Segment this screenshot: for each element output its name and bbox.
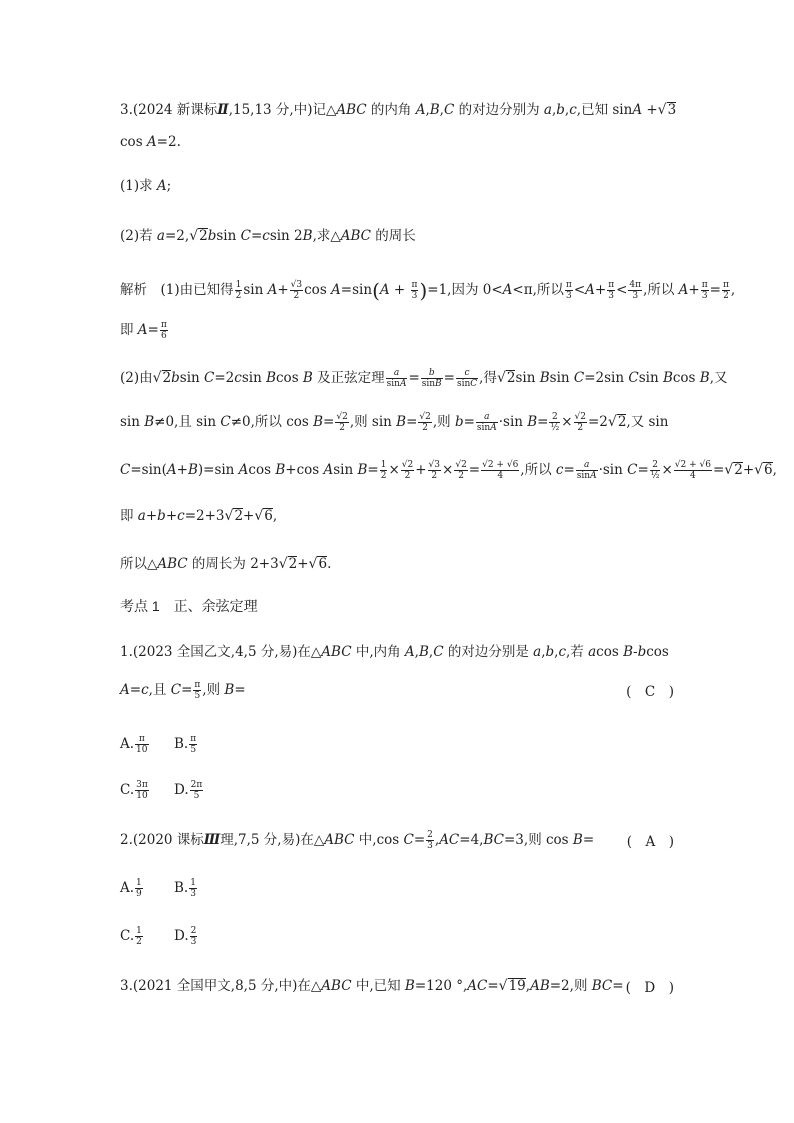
solution2-line4: 即 a+b+c=2+3√2+√6, bbox=[120, 508, 278, 524]
question1-options-row1 bbox=[120, 734, 680, 755]
question3-answer: ( D ) bbox=[625, 980, 674, 996]
problem3-question1: (1)求 A; bbox=[120, 178, 172, 194]
question1-option-c: C. $\frac{3\pi}{10}$ bbox=[120, 780, 148, 801]
question2-answer: ( A ) bbox=[626, 834, 674, 850]
question2-options-row1 bbox=[120, 878, 680, 899]
question1-option-a: A. $\frac{\pi}{10}$ bbox=[120, 734, 148, 755]
solution1-line2: 即 A= $\frac{\pi}{6}$ bbox=[120, 320, 167, 341]
question2-options-row2 bbox=[120, 926, 680, 947]
problem3-line1: 3.(2024 新课标Ⅱ,15,13 分,中)记△ABC 的内角 A,B,C 的对边分别为 a,b,c,已知 sinA +√3 bbox=[120, 102, 677, 118]
question1-answer: ( C ) bbox=[626, 684, 674, 700]
question2-option-a: A. $\frac{1}{9}$ bbox=[120, 878, 142, 899]
question1-option-b: B. $\frac{\pi}{5}$ bbox=[174, 734, 197, 755]
section-heading: 考点 1 正、余弦定理 bbox=[120, 598, 258, 614]
solution2-line3: C=sin(A+B)=sin Acos B+cos Asin B= $\frac{1}{2}$ × $\frac{√2}{2}$ + $\frac{√3}{2}$ × $\frac{√2}{2}$ = $\frac{√2 + √6}{4}$ ,所以 c= $\frac{a}{\sin A}$ ·sin C= $\frac{2}{\text{½}}$ × $\frac{√2 + √6}{4}$ =√2+√6, bbox=[120, 460, 777, 481]
solution2-line2: sin B≠0,且 sin C≠0,所以 cos B= $\frac{√2}{2}$ ,则 sin B= $\frac{√2}{2}$ ,则 b= $\frac{a}{\sin A}$ ·sin B= $\frac{2}{\text{½}}$ × $\frac{√2}{2}$ =2√2,又 sin bbox=[120, 412, 669, 433]
question1-option-d: D. $\frac{2\pi}{5}$ bbox=[174, 780, 203, 801]
question2-option-d: D. $\frac{2}{3}$ bbox=[174, 926, 197, 947]
question1-line1: 1.(2023 全国乙文,4,5 分,易)在△ABC 中,内角 A,B,C 的对边分别是 a,b,c,若 acos B-bcos bbox=[120, 644, 669, 660]
question1-line2: A=c,且 C= $\frac{\pi}{5}$ ,则 B= bbox=[120, 680, 246, 701]
question3-line1: 3.(2021 全国甲文,8,5 分,中)在△ABC 中,已知 B=120 °,AC=√19,AB=2,则 BC= bbox=[120, 978, 624, 994]
problem3-line2: cos A=2. bbox=[120, 134, 181, 150]
question2-option-c: C. $\frac{1}{2}$ bbox=[120, 926, 142, 947]
question1-options-row2 bbox=[120, 780, 680, 801]
problem3-question2: (2)若 a=2,√2bsin C=csin 2B,求△ABC 的周长 bbox=[120, 228, 416, 244]
solution1-line1: 解析 (1)由已知得 $\frac{1}{2}$ sin A+ $\frac{√3}{2}$ cos A=sin(A + $\frac{\pi}{3}$ )=1,因为 0<A<π,所以 $\frac{\pi}{3}$ <A+ $\frac{\pi}{3}$ < $\frac{4\pi}{3}$ ,所以 A+ $\frac{\pi}{3}$ = $\frac{\pi}{2}$ , bbox=[120, 278, 736, 303]
question2-option-b: B. $\frac{1}{3}$ bbox=[174, 878, 196, 899]
solution2-line5: 所以△ABC 的周长为 2+3√2+√6. bbox=[120, 556, 332, 572]
question2-line1: 2.(2020 课标Ⅲ理,7,5 分,易)在△ABC 中,cos C= $\frac{2}{3}$ ,AC=4,BC=3,则 cos B= bbox=[120, 830, 595, 851]
solution2-line1: (2)由√2bsin C=2csin Bcos B 及正弦定理 $\frac{a}{\sin A}$ = $\frac{b}{\sin B}$ = $\frac{c}{\sin C}$ ,得√2sin Bsin C=2sin Csin Bcos B,又 bbox=[120, 368, 728, 389]
